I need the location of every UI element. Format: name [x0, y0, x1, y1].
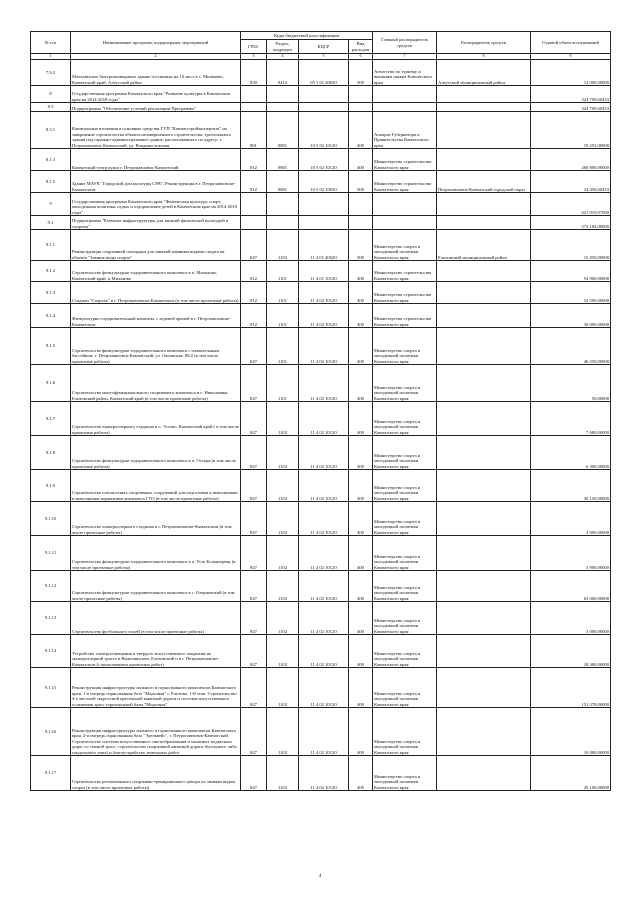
row-vr: 500 [349, 171, 373, 193]
row-manager: Министерство спорта и молодежной политики Камчатского края [373, 328, 437, 365]
row-manager: Министерство спорта и молодежной политики Камчатского края [373, 402, 437, 436]
row-recipient [437, 86, 531, 103]
row-ksr: 10 5 02 10120 [299, 149, 349, 171]
header-name: Наименование программ, подпрограмм, мероприятий [71, 32, 241, 54]
row-ksr: 11 4 02 10120 [299, 571, 349, 602]
row-number: 9.1.8 [31, 436, 71, 470]
row-recipient [437, 602, 531, 635]
header-ksr: КЦСР [299, 40, 349, 54]
row-vr: 400 [349, 304, 373, 328]
row-vr: 400 [349, 112, 373, 149]
row-amount: 36 150,00000 [531, 470, 611, 502]
row-vr: 400 [349, 602, 373, 635]
row-section: 1102 [267, 756, 299, 791]
row-recipient [437, 470, 531, 502]
row-vr [349, 103, 373, 112]
row-name: Стадион "Спартак" в г. Петропавловске-Камчатском (в том числе проектные работы) [71, 282, 241, 304]
row-manager: Министерство спорта и молодежной политики Камчатского края [373, 436, 437, 470]
row-manager: Министерство строительства Камчатского края [373, 304, 437, 328]
row-number: 9.1.16 [31, 708, 71, 756]
row-ksr: 11 4 02 10120 [299, 635, 349, 668]
row-grbs: 830 [241, 60, 267, 86]
row-name: Строительство физкультурно-оздоровительного комплекса в п. Мильково, Камчатский край, п.Мильково [71, 261, 241, 282]
row-amount: 46 550,00000 [531, 328, 611, 365]
row-number: 8.1.5 [31, 171, 71, 193]
row-manager: Министерство строительства Камчатского края [373, 149, 437, 171]
table-row [31, 536, 611, 571]
row-section: 1102 [267, 402, 299, 436]
row-amount: 151 378,00000 [531, 668, 611, 708]
row-recipient [437, 635, 531, 668]
row-amount: 10 000,00000 [531, 708, 611, 756]
table-row [31, 365, 611, 402]
row-manager: Министерство спорта и молодежной политики Камчатского края [373, 470, 437, 502]
row-ksr: 11 4 01 40020 [299, 230, 349, 261]
row-recipient [437, 502, 531, 536]
row-grbs: 847 [241, 436, 267, 470]
row-name: Строительство лыжероллерного стадиона в г. Петропавловске-Камчатском (в том числе проектные работы) [71, 502, 241, 536]
column-number: 3 [241, 54, 267, 60]
row-section: 1102 [267, 502, 299, 536]
row-section: 1102 [267, 635, 299, 668]
row-vr: 400 [349, 282, 373, 304]
row-grbs: 812 [241, 149, 267, 171]
row-grbs [241, 216, 267, 230]
row-number: 9.1.5 [31, 328, 71, 365]
row-recipient [437, 216, 531, 230]
table-row [31, 60, 611, 86]
row-vr: 400 [349, 402, 373, 436]
row-manager: Министерство спорта и молодежной политики Камчатского края [373, 571, 437, 602]
row-grbs: 812 [241, 261, 267, 282]
row-amount: 63 000,00000 [531, 571, 611, 602]
row-number: 9.1.7 [31, 402, 71, 436]
row-grbs: 847 [241, 635, 267, 668]
table-row [31, 756, 611, 791]
row-ksr: 11 4 02 10120 [299, 756, 349, 791]
column-number: 9 [531, 54, 611, 60]
row-grbs: 847 [241, 536, 267, 571]
row-section: 1102 [267, 436, 299, 470]
row-ksr: 11 4 02 10120 [299, 282, 349, 304]
row-section: 1101 [267, 328, 299, 365]
row-section: 0801 [267, 171, 299, 193]
row-number: 9.1.14 [31, 635, 71, 668]
row-section: 0801 [267, 112, 299, 149]
table-row [31, 149, 611, 171]
row-number: 8.1.3 [31, 149, 71, 171]
table-row [31, 171, 611, 193]
column-number: 6 [349, 54, 373, 60]
column-number: 2 [71, 54, 241, 60]
row-grbs: 847 [241, 756, 267, 791]
row-grbs [241, 193, 267, 216]
row-ksr: 11 4 02 10120 [299, 365, 349, 402]
row-vr: 500 [349, 60, 373, 86]
row-name: Подпрограмма "Обеспечение условий реализации Программы" [71, 103, 241, 112]
row-grbs: 847 [241, 470, 267, 502]
row-grbs [241, 86, 267, 103]
row-grbs: 812 [241, 171, 267, 193]
row-vr: 400 [349, 536, 373, 571]
table-row [31, 502, 611, 536]
row-grbs: 847 [241, 602, 267, 635]
column-number: 1 [31, 54, 71, 60]
row-section: 1102 [267, 668, 299, 708]
row-section: 0801 [267, 149, 299, 171]
row-recipient [437, 436, 531, 470]
row-section [267, 103, 299, 112]
table-row [31, 602, 611, 635]
row-name: Устройство электроосвещения и твердого искусственного покрытия на лыжероллерной трассе в Вилючинском, Елизовский и в г. Петропавловске-Камчатском (с выполнением проектных работ) [71, 635, 241, 668]
row-number: 9.1.11 [31, 536, 71, 571]
row-name: Строительство футбольного полей (в том числе проектные работы) [71, 602, 241, 635]
row-name: Реконструкция инфраструктуры лыжного и горнолыжного комплексов Камчатского края, 1-я очередь горнолыжная база "Морозная" г. Елизово. 1-й этап. Строительство 4-х местной скоростной кресельной канатной дороги и системы искусственного оснежения трасс горнолыжной базы "Морозная" [71, 668, 241, 708]
row-manager: Министерство строительства Камчатского края [373, 171, 437, 193]
row-amount: 7 680,00000 [531, 402, 611, 436]
row-vr [349, 216, 373, 230]
row-vr: 400 [349, 571, 373, 602]
row-section [267, 216, 299, 230]
row-amount: 50,00000 [531, 365, 611, 402]
row-name: Строительство физкультурно-оздоровительного комплекса в п. Усть-Большерецк (в том числе проектные работы) [71, 536, 241, 571]
table-row [31, 230, 611, 261]
table-row [31, 216, 611, 230]
row-section [267, 86, 299, 103]
row-number: 9.1.15 [31, 668, 71, 708]
row-recipient [437, 282, 531, 304]
row-amount: 29 100,00000 [531, 756, 611, 791]
row-number: 9.1 [31, 216, 71, 230]
row-grbs: 847 [241, 230, 267, 261]
row-ksr: 10 5 02 10020 [299, 171, 349, 193]
row-manager [373, 103, 437, 112]
row-recipient [437, 365, 531, 402]
row-recipient: Петропавловск-Камчатский городской округ [437, 171, 531, 193]
row-manager [373, 86, 437, 103]
row-number: 7.9.2 [31, 60, 71, 86]
row-grbs: 847 [241, 328, 267, 365]
page-number: 4 [318, 874, 322, 879]
row-vr: 400 [349, 436, 373, 470]
row-section: 1102 [267, 230, 299, 261]
row-name: Строительство физкультурно-оздоровительного комплекса в п. Оссора (в том числе проектные работы) [71, 436, 241, 470]
row-amount: 3 000,00000 [531, 502, 611, 536]
row-name: Камчатский театр кукол г. Петропавловск-Камчатский [71, 149, 241, 171]
row-recipient [437, 112, 531, 149]
row-vr: 400 [349, 365, 373, 402]
header-section: Раздел, подраздел [267, 40, 299, 54]
row-recipient [437, 708, 531, 756]
row-recipient [437, 149, 531, 171]
table-row [31, 635, 611, 668]
row-vr: 400 [349, 756, 373, 791]
row-name: Здание МАУК "Городской дом культуры СРВ", Реконструкция в г. Петропавловске-Камчатском [71, 171, 241, 193]
row-vr: 400 [349, 328, 373, 365]
row-name: Строительство плоскостных спортивных сооружений для подготовки к выполнению и выполнения нормативов комплекса ГТО (в том числе проектные работы) [71, 470, 241, 502]
row-ksr: 11 4 02 10120 [299, 328, 349, 365]
row-ksr: 11 4 02 10120 [299, 470, 349, 502]
row-grbs: 801 [241, 112, 267, 149]
row-vr: 400 [349, 470, 373, 502]
row-ksr: 11 4 02 10120 [299, 668, 349, 708]
row-section: 1102 [267, 602, 299, 635]
row-ksr: 11 4 02 10120 [299, 536, 349, 571]
table-row [31, 470, 611, 502]
table-row [31, 304, 611, 328]
table-row [31, 282, 611, 304]
row-manager: Министерство строительства Камчатского края [373, 261, 437, 282]
row-vr [349, 86, 373, 103]
row-name: Строительство регионального спортивно-тренировочного центра по зимним видам спорта (в том числе проектные работы) [71, 756, 241, 791]
row-recipient [437, 536, 531, 571]
header-manager: Главный распорядитель средств [373, 32, 437, 54]
row-name: Строительство физкультурно-оздоровительного комплекса с плавательным бассейном, г. Петропавловск-Камчатский, ул. Океанская, 80/2 (в том числе проектные работы) [71, 328, 241, 365]
row-ksr: 11 4 02 10120 [299, 436, 349, 470]
row-grbs: 847 [241, 571, 267, 602]
header-recipient: Распорядитель средств [437, 32, 531, 54]
row-manager: Министерство спорта и молодежной политики Камчатского края [373, 502, 437, 536]
row-recipient [437, 328, 531, 365]
row-name: Капитальные вложения в основные средства ГУП "Камчатстройэкспертиза" на завершение строительства объекта незавершенного строительства: трехэтажного здания под гаражно-административное здание, расположенного по адресу: г. Петропавловск-Камчатский, ул. Владивостокская [71, 112, 241, 149]
row-manager: Министерство спорта и молодежной политики Камчатского края [373, 708, 437, 756]
column-number: 8 [437, 54, 531, 60]
row-recipient [437, 304, 531, 328]
row-name: Физкультурно-оздоровительный комплекс с ледовой ареной в г. Петропавловске-Камчатском [71, 304, 241, 328]
row-section: 1102 [267, 708, 299, 756]
row-amount: 18 300,00000 [531, 635, 611, 668]
row-section: 0412 [267, 60, 299, 86]
row-number: 9.1.3 [31, 282, 71, 304]
row-name: Строительство многофункционального спортивного комплекса в с. Николаевка, Елизовский район, Камчатский край (в том числе проектные работы) [71, 365, 241, 402]
row-number: 9.1.6 [31, 365, 71, 402]
row-amount: 54 900,00000 [531, 261, 611, 282]
row-ksr [299, 216, 349, 230]
row-grbs: 847 [241, 402, 267, 436]
table-row [31, 436, 611, 470]
row-recipient [437, 668, 531, 708]
row-number: 8.3 [31, 103, 71, 112]
row-recipient [437, 571, 531, 602]
row-vr: 500 [349, 230, 373, 261]
row-name: Мальхинское быстровозводимое здание гостиницы на 10 мест в с. Мильково, Камчатский край, Алеутский район [71, 60, 241, 86]
row-recipient [437, 193, 531, 216]
table-row [31, 402, 611, 436]
row-manager: Министерство спорта и молодежной политики Камчатского края [373, 602, 437, 635]
table-row [31, 328, 611, 365]
row-ksr: 11 4 02 10120 [299, 708, 349, 756]
row-grbs: 847 [241, 668, 267, 708]
row-number: 9.1.10 [31, 502, 71, 536]
row-ksr [299, 103, 349, 112]
row-section: 1102 [267, 571, 299, 602]
row-ksr [299, 193, 349, 216]
row-vr: 400 [349, 149, 373, 171]
document-page [30, 31, 610, 791]
row-manager: Министерство спорта и молодежной политики Камчатского края [373, 365, 437, 402]
row-name: Строительство лыжероллерного стадиона в с. Эссово, Камчатский край ( в том числе проектные работы) [71, 402, 241, 436]
table-row [31, 261, 611, 282]
row-vr: 400 [349, 708, 373, 756]
table-row [31, 86, 611, 103]
row-ksr: 10 5 02 10120 [299, 112, 349, 149]
row-amount: 324 709,60433 [531, 103, 611, 112]
row-manager [373, 216, 437, 230]
header-amount: Годовой объем ассигнований [531, 32, 611, 54]
table-row [31, 668, 611, 708]
row-number: 9.1.13 [31, 602, 71, 635]
row-ksr: 05 1 01 40020 [299, 60, 349, 86]
row-name: Реконструкция спортивной площадки для занятий зимними видами спорта на объекте "Зимние виды спорта" [71, 230, 241, 261]
row-amount: 324 709,60433 [531, 86, 611, 103]
row-amount: 572 184,00000 [531, 216, 611, 230]
row-name: Подпрограмма "Развитие инфраструктуры для занятий физической культурой и спортом" [71, 216, 241, 230]
row-vr: 400 [349, 668, 373, 708]
row-grbs: 847 [241, 708, 267, 756]
column-number: 4 [267, 54, 299, 60]
row-amount: 260 800,00000 [531, 149, 611, 171]
row-manager [373, 193, 437, 216]
row-section: 1101 [267, 365, 299, 402]
row-amount: 3 000,00000 [531, 602, 611, 635]
row-number: 8.3.1 [31, 112, 71, 149]
row-number: 9.1.4 [31, 304, 71, 328]
table-row [31, 571, 611, 602]
row-recipient [437, 103, 531, 112]
row-grbs: 847 [241, 502, 267, 536]
row-amount: 15 050,00000 [531, 230, 611, 261]
row-vr: 400 [349, 635, 373, 668]
row-name: Государственная программа Камчатского края "Развитие культуры в Камчатском крае на 2014-2018 годы" [71, 86, 241, 103]
table-body [31, 60, 611, 791]
row-manager: Министерство спорта и молодежной политики Камчатского края [373, 668, 437, 708]
row-amount: 6 300,00000 [531, 436, 611, 470]
row-grbs: 812 [241, 282, 267, 304]
row-amount: 3 900,00000 [531, 536, 611, 571]
row-manager: Министерство спорта и молодежной политики Камчатского края [373, 635, 437, 668]
row-name: Государственная программа Камчатского края "Физическая культура, спорт, молодежная политика, отдых и оздоровление детей в Камчатском крае на 2014-2018 годы" [71, 193, 241, 216]
row-manager: Министерство спорта и молодежной политики Камчатского края [373, 536, 437, 571]
row-section: 1101 [267, 261, 299, 282]
row-amount: 12 000,00000 [531, 60, 611, 86]
row-recipient [437, 261, 531, 282]
row-manager: Министерство спорта и молодежной политики Камчатского края [373, 230, 437, 261]
row-vr: 400 [349, 502, 373, 536]
row-number: 9.1.12 [31, 571, 71, 602]
budget-table [30, 31, 611, 791]
row-ksr: 11 4 02 10120 [299, 304, 349, 328]
row-number: 9 [31, 193, 71, 216]
row-amount: 24 456,60433 [531, 171, 611, 193]
table-row [31, 103, 611, 112]
row-ksr: 11 4 02 10120 [299, 502, 349, 536]
row-vr [349, 193, 373, 216]
row-ksr [299, 86, 349, 103]
row-amount: 19 253,00000 [531, 112, 611, 149]
row-ksr: 11 4 02 10120 [299, 602, 349, 635]
header-num: № п/п [31, 32, 71, 54]
header-codes-group: Коды бюджетной классификации [241, 32, 373, 40]
row-recipient: Елизовский муниципальный район [437, 230, 531, 261]
header-grbs: ГРБС [241, 40, 267, 54]
column-number: 5 [299, 54, 349, 60]
row-ksr: 11 4 01 10120 [299, 261, 349, 282]
row-grbs [241, 103, 267, 112]
row-number: 9.1.17 [31, 756, 71, 791]
row-ksr: 11 4 02 10120 [299, 402, 349, 436]
row-manager: Аппарат Губернатора и Правительства Камчатского края [373, 112, 437, 149]
row-name: Реконструкция инфраструктуры лыжного и горнолыжного комплексов Камчатского края, 2-я очередь горнолыжная база "Эдельвейс", г. Петропавловск-Камчатский. Строительство системы искусственного снегообразования и канатных подвесных дорог со сменой трасс, строительство спортивной канатной дороги бугельного либо гондольного типа) и благоустройство земельных работ [71, 708, 241, 756]
row-recipient: Алеутский муниципальный район [437, 60, 531, 86]
row-recipient [437, 756, 531, 791]
row-section: 1102 [267, 536, 299, 571]
row-name: Строительство физкультурно-оздоровительного комплекса в с. Озерновский (в том числе проектные работы) [71, 571, 241, 602]
row-number: 9.1.1 [31, 230, 71, 261]
row-section: 1101 [267, 304, 299, 328]
row-grbs: 812 [241, 304, 267, 328]
row-number: 8 [31, 86, 71, 103]
row-recipient [437, 402, 531, 436]
row-section [267, 193, 299, 216]
table-row [31, 112, 611, 149]
header-vr: Вид расходов [349, 40, 373, 54]
row-number: 9.1.9 [31, 470, 71, 502]
row-manager: Министерство спорта и молодежной политики Камчатского края [373, 756, 437, 791]
row-grbs: 847 [241, 365, 267, 402]
table-row [31, 708, 611, 756]
column-number: 7 [373, 54, 437, 60]
row-amount: 52 500,00000 [531, 282, 611, 304]
row-section: 1101 [267, 282, 299, 304]
row-section: 1102 [267, 470, 299, 502]
row-amount: 621 919,07000 [531, 193, 611, 216]
row-manager: Агентство по туризму и внешним связям Камчатского края [373, 60, 437, 86]
row-amount: 30 000,00000 [531, 304, 611, 328]
row-manager: Министерство строительства Камчатского края [373, 282, 437, 304]
row-number: 9.1.2 [31, 261, 71, 282]
table-row [31, 193, 611, 216]
row-vr: 400 [349, 261, 373, 282]
